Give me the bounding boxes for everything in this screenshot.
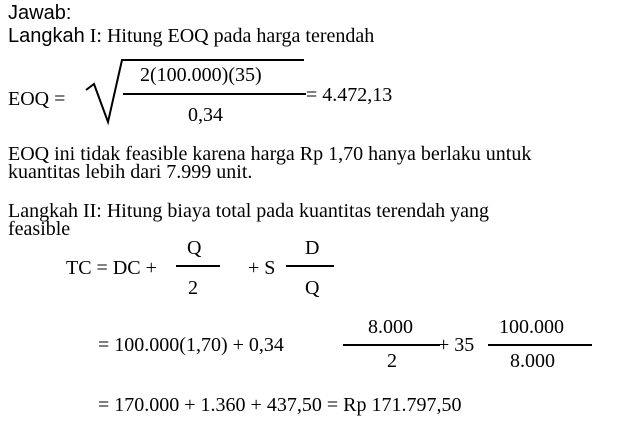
calc1-fraction2-numerator: 100.000 (499, 316, 564, 338)
calc1-fraction2-bar (488, 344, 592, 346)
calc1-fraction1-bar (343, 344, 440, 346)
q-fraction-bar (176, 265, 220, 267)
calc1-fraction1-numerator: 8.000 (368, 316, 413, 338)
calc1-fraction2-denominator: 8.000 (510, 350, 555, 372)
step1-text: I: Hitung EOQ pada harga terendah (84, 25, 375, 47)
eoq-denominator: 0,34 (188, 104, 223, 126)
note-line-1: EOQ ini tidak feasible karena harga Rp 1,70 hanya berlaku untuk (8, 143, 532, 165)
tc-lhs: TC = DC + (66, 257, 157, 279)
answer-label: Jawab: (8, 2, 72, 24)
q-denominator-2: Q (305, 277, 320, 299)
eoq-result: = 4.472,13 (306, 84, 393, 106)
step1-prefix: Langkah (8, 25, 85, 47)
calc1-fraction1-denominator: 2 (387, 350, 397, 372)
d-numerator: D (305, 237, 320, 259)
q-numerator: Q (187, 237, 202, 259)
step2-line-2: feasible (8, 218, 71, 240)
d-fraction-bar (286, 265, 334, 267)
eoq-numerator: 2(100.000)(35) (140, 64, 262, 86)
step2-line-1: Langkah II: Hitung biaya total pada kuantitas terendah yang (8, 200, 489, 222)
eoq-lhs: EOQ = (8, 88, 66, 110)
calc1-mid: + 35 (438, 334, 475, 356)
eoq-fraction-bar (123, 93, 306, 95)
step1-heading (8, 26, 374, 46)
s-term: + S (248, 257, 276, 279)
calc2-result: = 170.000 + 1.360 + 437,50 = Rp 171.797,50 (98, 394, 462, 416)
note-line-2: kuantitas lebih dari 7.999 unit. (8, 161, 253, 183)
q-denominator: 2 (188, 277, 198, 299)
calc1-lead: = 100.000(1,70) + 0,34 (98, 334, 284, 356)
